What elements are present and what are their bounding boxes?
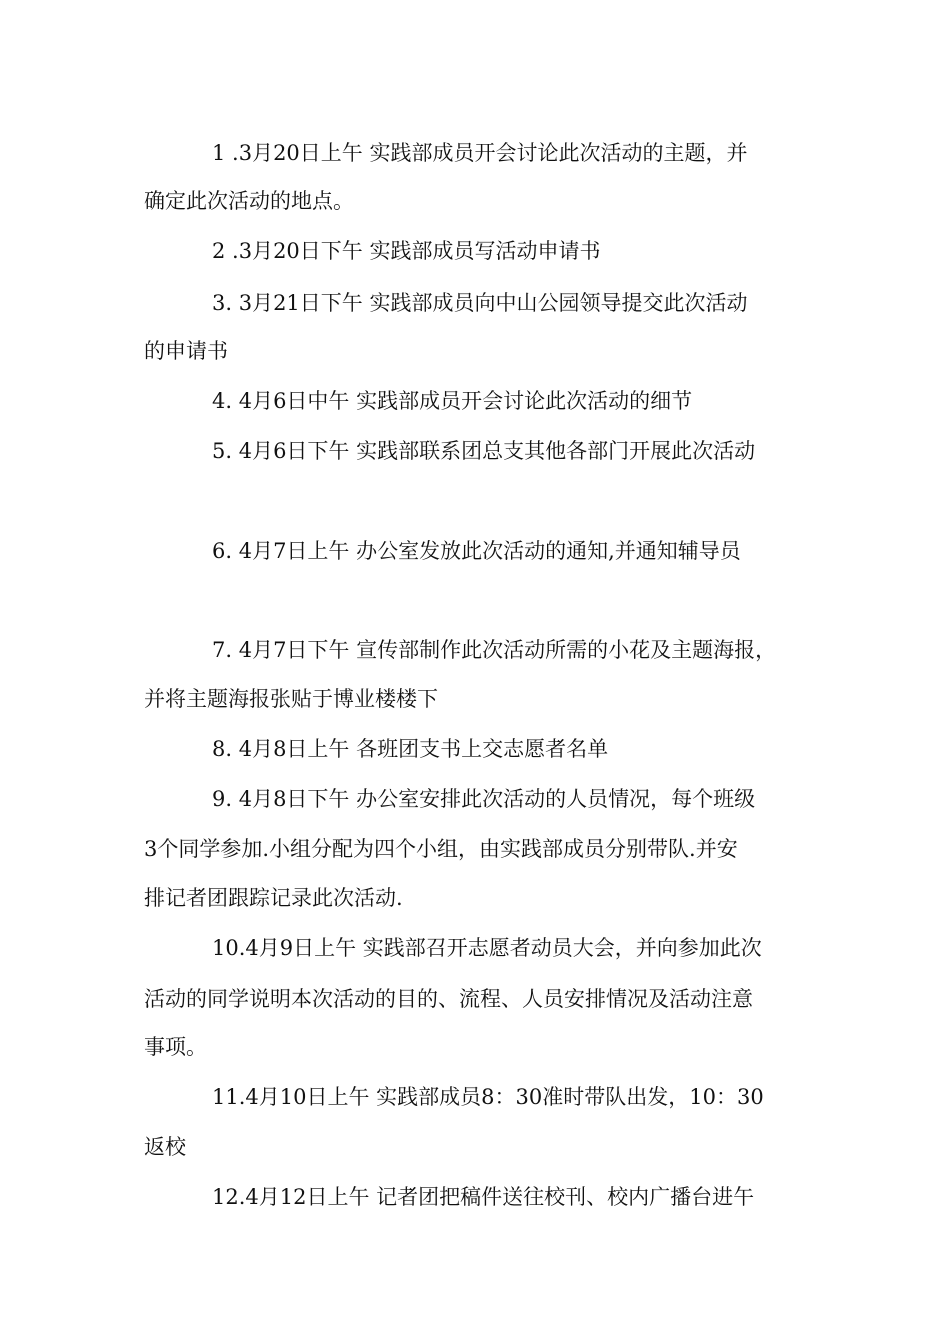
item-9-line-3: 排记者团跟踪记录此次活动. [144,886,403,910]
item-10-line-2: 活动的同学说明本次活动的目的、流程、人员安排情况及活动注意 [144,987,753,1011]
item-3-line-1: 3. 3月21日下午 实践部成员向中山公园领导提交此次活动 [212,291,748,315]
item-2-line-1: 2 .3月20日下午 实践部成员写活动申请书 [212,239,601,263]
item-6-line-1: 6. 4月7日上午 办公室发放此次活动的通知,并通知辅导员 [212,539,741,563]
item-5-line-1: 5. 4月6日下午 实践部联系团总支其他各部门开展此次活动 [212,439,756,463]
item-9-line-1: 9. 4月8日下午 办公室安排此次活动的人员情况，每个班级 [212,787,756,811]
item-12-line-1: 12.4月12日上午 记者团把稿件送往校刊、校内广播台进午 [212,1185,755,1209]
item-4-line-1: 4. 4月6日中午 实践部成员开会讨论此次活动的细节 [212,389,693,413]
item-1-line-1: 1 .3月20日上午 实践部成员开会讨论此次活动的主题，并 [212,141,748,165]
item-7-line-2: 并将主题海报张贴于博业楼楼下 [144,687,438,711]
item-8-line-1: 8. 4月8日上午 各班团支书上交志愿者名单 [212,737,609,761]
item-1-line-2: 确定此次活动的地点。 [144,189,354,213]
item-10-line-3: 事项。 [144,1035,207,1059]
item-3-line-2: 的申请书 [144,339,228,363]
item-9-line-2: 3个同学参加.小组分配为四个小组，由实践部成员分别带队.并安 [144,837,738,861]
item-11-line-1: 11.4月10日上午 实践部成员8：30准时带队出发，10：30 [212,1085,764,1109]
item-7-line-1: 7. 4月7日下午 宣传部制作此次活动所需的小花及主题海报， [212,638,777,662]
item-10-line-1: 10.4月9日上午 实践部召开志愿者动员大会，并向参加此次 [212,936,762,960]
item-11-line-2: 返校 [144,1135,186,1159]
